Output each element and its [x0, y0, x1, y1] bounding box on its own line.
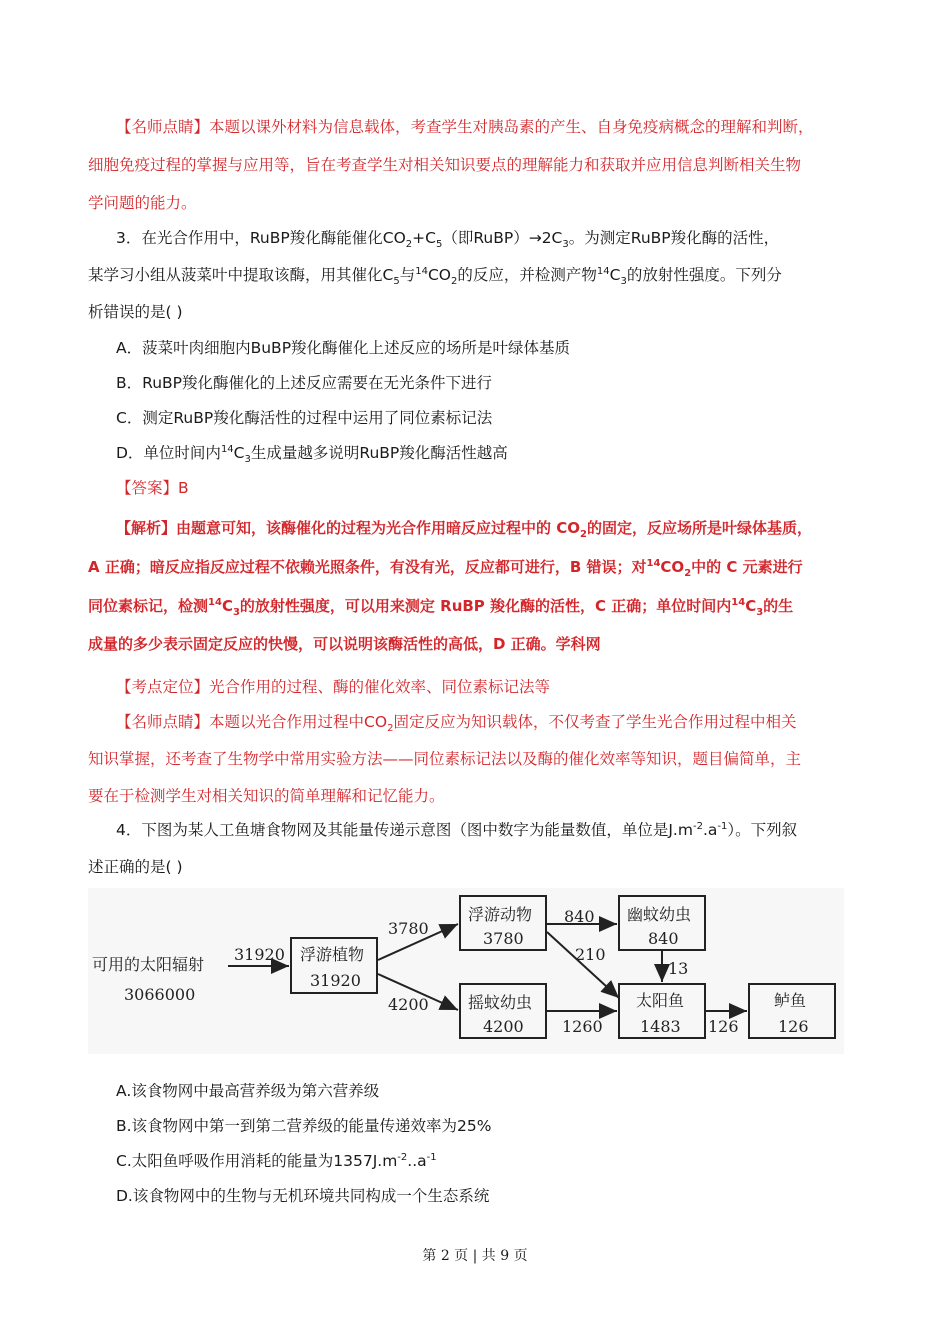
bass-name: 鲈鱼 — [774, 991, 807, 1010]
damsel-value: 840 — [648, 929, 679, 948]
answer-line: 【答案】B — [116, 479, 189, 497]
tip1-tag: 【名师点睛】 — [116, 118, 210, 136]
edge-mosq-sunfish: 1260 — [562, 1017, 603, 1036]
q4-line-2: 述正确的是( ) — [88, 858, 183, 876]
tip1-line-2: 细胞免疫过程的掌握与应用等，旨在考查学生对相关知识要点的理解能力和获取并应用信息判断相关生物 — [88, 156, 802, 174]
edge-phyto-zoo: 3780 — [388, 919, 429, 938]
sunfish-value: 1483 — [640, 1017, 681, 1036]
mosquito-name: 摇蚊幼虫 — [468, 993, 533, 1012]
source-label: 可用的太阳辐射 — [92, 955, 205, 974]
q3-line-2: 某学习小组从菠菜叶中提取该酶，用其催化$C_5$与$^{14}CO_2$的反应，并检测产物$^{14}C_3$的放射性强度。下列分 — [88, 265, 782, 288]
q3-option-b: B．RuBP羧化酶催化的上述反应需要在无光条件下进行 — [116, 374, 493, 392]
q3-line-3: 析错误的是( ) — [88, 303, 183, 321]
analysis-line-1: 【解析】由题意可知，该酶催化的过程为光合作用暗反应过程中的 $CO_2$的固定，反应场所是叶绿体基质， — [116, 519, 812, 540]
analysis-line-4: 成量的多少表示固定反应的快慢，可以说明该酶活性的高低，D 正确。学科网 — [88, 635, 601, 653]
q4-line-1: 4．下图为某人工鱼塘食物网及其能量传递示意图（图中数字为能量数值，单位是$J.m^{-2}.a^{-1}$）。下列叙 — [116, 820, 798, 839]
analysis-line-3: 同位素标记，检测$^{14}C_3$的放射性强度，可以用来测定 RuBP 羧化酶的活性，C 正确；单位时间内$^{14}C_3$的生 — [88, 597, 794, 618]
answer-value: B — [178, 479, 189, 497]
tip2-line-2: 知识掌握，还考查了生物学中常用实验方法——同位素标记法以及酶的催化效率等知识，题目偏简单，主 — [88, 750, 802, 768]
analysis-line-2: A 正确；暗反应指反应过程不依赖光照条件，有没有光，反应都可进行，B 错误；对$^{14}CO_2$中的 C 元素进行 — [88, 558, 803, 579]
food-web-diagram — [88, 888, 844, 1054]
tip2-line-1: 【名师点睛】本题以光合作用过程中$CO_2$固定反应为知识载体，不仅考查了学生光合作用过程中相关 — [116, 713, 797, 735]
mosquito-value: 4200 — [483, 1017, 524, 1036]
q4-option-c: C.太阳鱼呼吸作用消耗的能量为$1357J.m^{-2}..a^{-1}$ — [116, 1151, 437, 1170]
kaodian-line: 【考点定位】光合作用的过程、酶的催化效率、同位素标记法等 — [116, 678, 551, 696]
page-number: 第 2 页 | 共 9 页 — [422, 1248, 528, 1264]
tip2-line-3: 要在于检测学生对相关知识的简单理解和记忆能力。 — [88, 787, 445, 805]
damsel-name: 幽蚊幼虫 — [627, 905, 692, 924]
zoo-value: 3780 — [483, 929, 524, 948]
q4-option-d: D.该食物网中的生物与无机环境共同构成一个生态系统 — [116, 1187, 490, 1205]
q3-option-c: C．测定RuBP羧化酶活性的过程中运用了同位素标记法 — [116, 409, 493, 427]
zoo-name: 浮游动物 — [468, 905, 533, 924]
q3-line-1: 3．在光合作用中，RuBP羧化酶能催化$CO_2+C_5$（即$RuBP)\to 2C_3$。为测定RuBP羧化酶的活性， — [116, 229, 780, 251]
phyto-value: 31920 — [310, 971, 361, 990]
sunfish-name: 太阳鱼 — [636, 991, 685, 1010]
q3-option-d: D．单位时间内$^{14}C_3$生成量越多说明RuBP羧化酶活性越高 — [116, 443, 508, 466]
edge-zoo-damsel: 840 — [564, 907, 595, 926]
edge-damsel-sunfish: 13 — [668, 959, 689, 978]
q4-option-a: A.该食物网中最高营养级为第六营养级 — [116, 1082, 380, 1100]
q4-option-b: B.该食物网中第一到第二营养级的能量传递效率为25% — [116, 1117, 492, 1135]
q3-option-a: A．菠菜叶肉细胞内BuBP羧化酶催化上述反应的场所是叶绿体基质 — [116, 339, 571, 357]
edge-sunfish-bass: 126 — [708, 1017, 739, 1036]
bass-value: 126 — [778, 1017, 809, 1036]
edge-zoo-sunfish: 210 — [575, 945, 606, 964]
page-footer — [0, 1245, 950, 1265]
edge-phyto-mosq: 4200 — [388, 995, 429, 1014]
tip1-line-1: 【名师点睛】本题以课外材料为信息载体，考查学生对胰岛素的产生、自身免疫病概念的理解和判断， — [116, 118, 814, 136]
tip1-line-3: 学问题的能力。 — [88, 194, 197, 212]
edge-sun-phyto: 31920 — [234, 945, 285, 964]
phyto-name: 浮游植物 — [300, 945, 365, 964]
source-value: 3066000 — [124, 985, 196, 1004]
